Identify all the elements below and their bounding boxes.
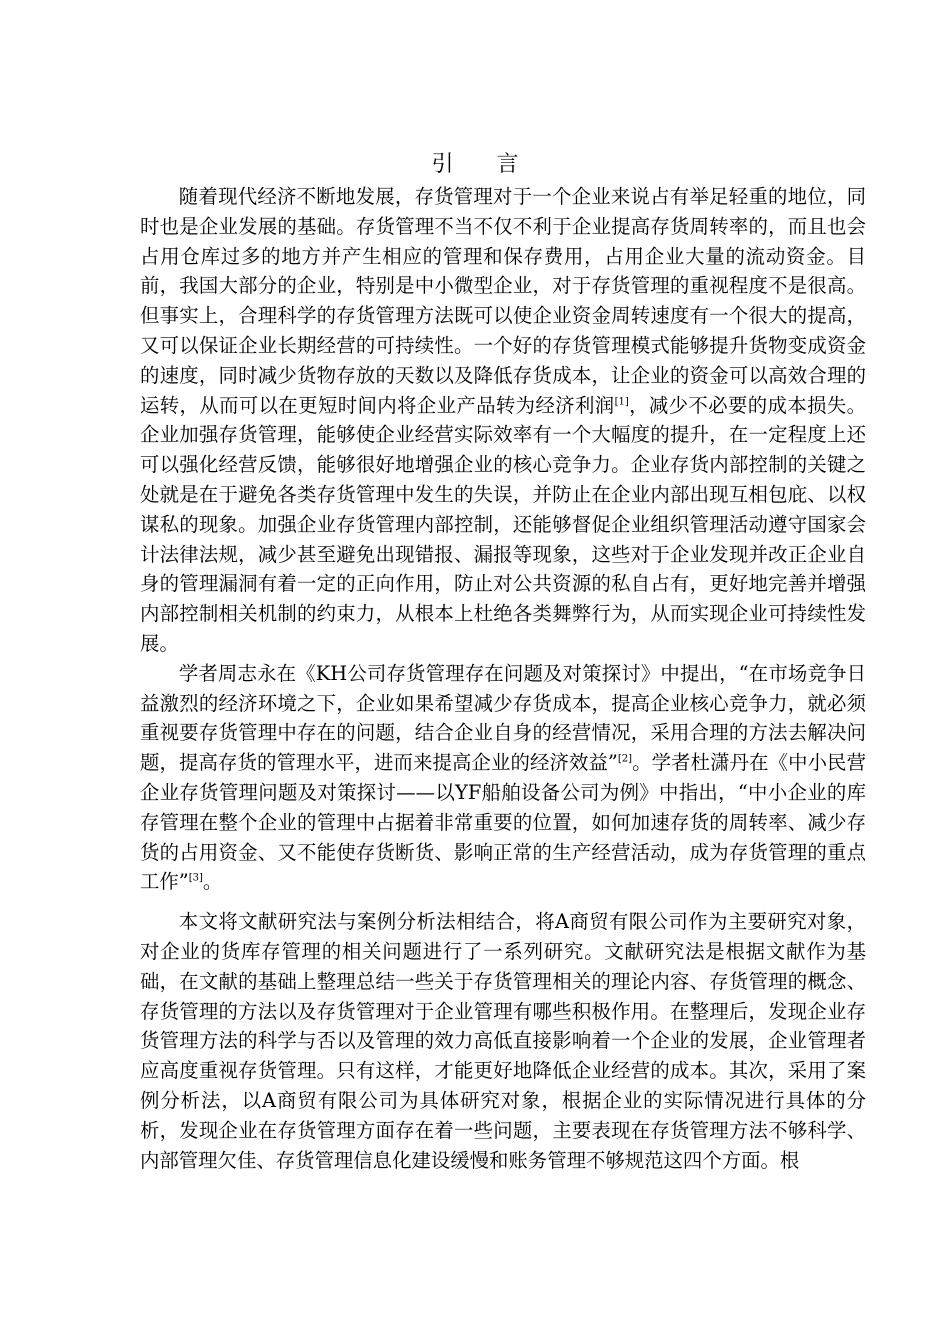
paragraph-2 (140, 659, 866, 897)
section-heading: 引 言 (431, 152, 537, 177)
body-text (140, 182, 866, 1175)
paragraph-2-text-1: 学者周志永在《KH公司存货管理存在问题及对策探讨》中提出，“在市场竞争日益激烈的经济环境之下，企业如果希望减少存货成本，提高企业核心竞争力，就必须重视要存货管理中存在的问题，结合企业自身的经营情况，采用合理的方法去解决问题，提高存货的管理水平，进而来提高企业的经济效益” (140, 661, 866, 775)
citation-1: [1] (614, 396, 629, 408)
paragraph-1-text-1: 随着现代经济不断地发展，存货管理对于一个企业来说占有举足轻重的地位，同时也是企业发展的基础。存货管理不当不仅不利于企业提高存货周转率的，而且也会占用仓库过多的地方并产生相应的管理和保存费用，占用企业大量的流动资金。目前，我国大部分的企业，特别是中小微型企业，对于存货管理的重视程度不是很高。但事实上，合理科学的存货管理方法既可以使企业资金周转速度有一个很大的提高，又可以保证企业长期经营的可持续性。一个好的存货管理模式能够提升货物变成资金的速度，同时减少货物存放的天数以及降低存货成本，让企业的资金可以高效合理的运转，从而可以在更短时间内将企业产品转为经济利润 (140, 185, 866, 417)
paragraph-3-text-1: 本文将文献研究法与案例分析法相结合，将A商贸有限公司作为主要研究对象，对企业的货库存管理的相关问题进行了一系列研究。文献研究法是根据文献作为基础，在文献的基础上整理总结一些关于存货管理相关的理论内容、存货管理的概念、存货管理的方法以及存货管理对于企业管理有哪些积极作用。在整理后，发现企业存货管理方法的科学与否以及管理的效力高低直接影响着一个企业的发展，企业管理者应高度重视存货管理。只有这样，才能更好地降低企业经营的成本。其次，采用了案例分析法，以A商贸有限公司为具体研究对象，根据企业的实际情况进行具体的分析，发现企业在存货管理方面存在着一些问题，主要表现在存货管理方法不够科学、内部管理欠佳、存货管理信息化建设缓慢和账务管理不够规范这四个方面。根 (140, 910, 866, 1172)
paragraph-1-text-2: ，减少不必要的成本损失。企业加强存货管理，能够使企业经营实际效率有一个大幅度的提升，在一定程度上还可以强化经营反馈，能够很好地增强企业的核心竞争力。企业存货内部控制的关键之处就是在于避免各类存货管理中发生的失误，并防止在企业内部出现互相包庇、以权谋私的现象。加强企业存货管理内部控制，还能够督促企业组织管理活动遵守国家会计法律法规，减少甚至避免出现错报、漏报等现象，这些对于企业发现并改正企业自身的管理漏洞有着一定的正向作用，防止对公共资源的私自占有，更好地完善并增强内部控制相关机制的约束力，从根本上杜绝各类舞弊行为，从而实现企业可持续性发展。 (140, 393, 867, 655)
citation-2: [2] (617, 753, 633, 765)
paragraph-2-text-2: 。学者杜潇丹在《中小民营企业存货管理问题及对策探讨——以YF船舶设备公司为例》中指出，“中小企业的库存管理在整个企业的管理中占据着非常重要的位置，如何加速存货的周转率、减少存货的占用资金、又不能使存货断货、影响正常的生产经营活动，成为存货管理的重点工作” (140, 751, 866, 894)
paragraph-2-text-3: 。 (202, 870, 223, 894)
paragraph-3 (140, 907, 866, 1175)
citation-3: [3] (188, 872, 203, 884)
paragraph-1 (140, 182, 866, 659)
